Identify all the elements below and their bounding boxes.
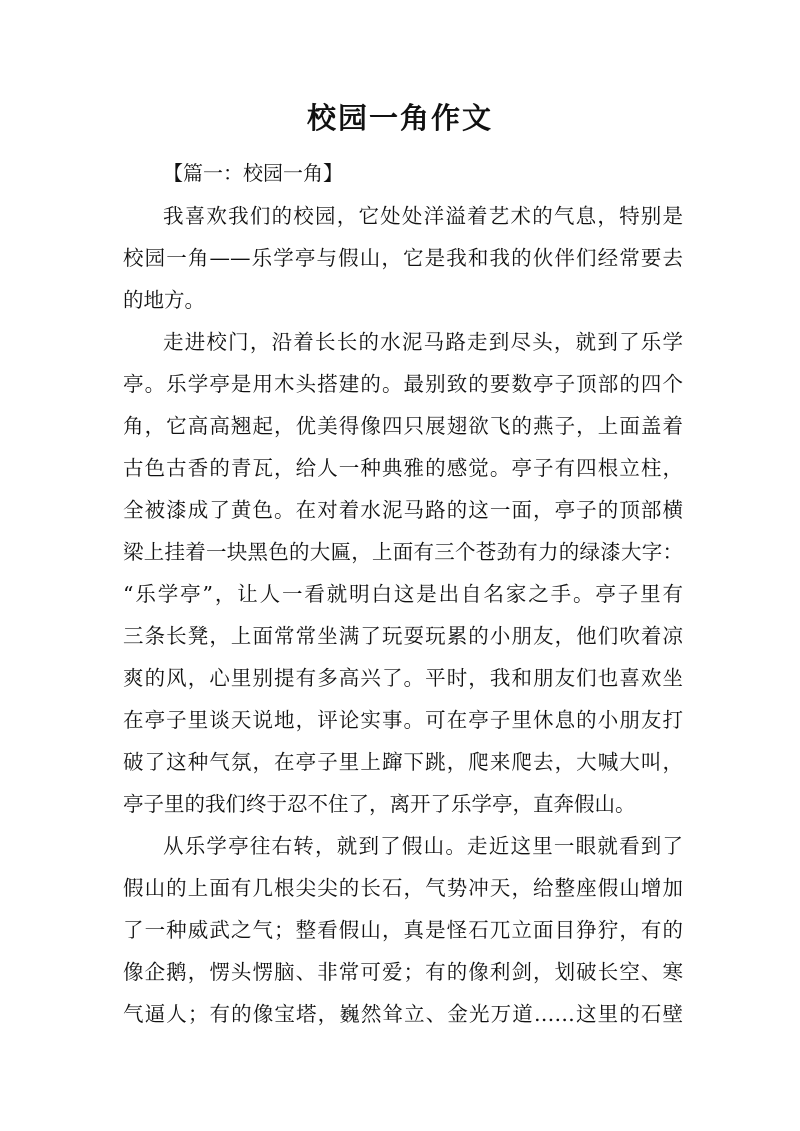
paragraph-line: 气逼人；有的像宝塔，巍然耸立、金光万道……这里的石壁 xyxy=(123,1002,683,1026)
paragraph-line: 破了这种气氛，在亭子里上蹿下跳，爬来爬去，大喊大叫， xyxy=(123,750,683,774)
paragraph-line: 走进校门，沿着长长的水泥马路走到尽头，就到了乐学 xyxy=(163,330,683,354)
paragraph-line: 爽的风，心里别提有多高兴了。平时，我和朋友们也喜欢坐 xyxy=(123,666,683,690)
paragraph-line: 在亭子里谈天说地，评论实事。可在亭子里休息的小朋友打 xyxy=(123,708,683,732)
paragraph-line: 的地方。 xyxy=(123,288,205,312)
paragraph-line: 了一种威武之气；整看假山，真是怪石兀立面目狰狞，有的 xyxy=(123,918,683,942)
paragraph-3 xyxy=(123,825,683,1035)
paragraph-line: 我喜欢我们的校园，它处处洋溢着艺术的气息，特别是 xyxy=(163,204,683,228)
paragraph-line: 三条长凳，上面常常坐满了玩耍玩累的小朋友，他们吹着凉 xyxy=(123,624,683,648)
section-heading: 【篇一：校园一角】 xyxy=(163,161,343,185)
paragraph-line: 角，它高高翘起，优美得像四只展翅欲飞的燕子，上面盖着 xyxy=(123,414,683,438)
paragraph-line: 从乐学亭往右转，就到了假山。走近这里一眼就看到了 xyxy=(163,834,683,858)
paragraph-line: 古色古香的青瓦，给人一种典雅的感觉。亭子有四根立柱， xyxy=(123,456,683,480)
paragraph-line: 亭。乐学亭是用木头搭建的。最别致的要数亭子顶部的四个 xyxy=(123,372,683,396)
paragraph-2 xyxy=(123,321,683,825)
paragraph-line: 像企鹅，愣头愣脑、非常可爱；有的像利剑，划破长空、寒 xyxy=(123,960,683,984)
paragraph-line: 假山的上面有几根尖尖的长石，气势冲天，给整座假山增加 xyxy=(123,876,683,900)
paragraph-line: 校园一角——乐学亭与假山，它是我和我的伙伴们经常要去 xyxy=(123,246,683,270)
paragraph-line: “乐学亭”，让人一看就明白这是出自名家之手。亭子里有 xyxy=(123,582,683,606)
paragraph-line: 全被漆成了黄色。在对着水泥马路的这一面，亭子的顶部横 xyxy=(123,498,683,522)
document-title: 校园一角作文 xyxy=(306,101,493,135)
paragraph-line: 梁上挂着一块黑色的大匾，上面有三个苍劲有力的绿漆大字： xyxy=(123,540,683,564)
paragraph-line: 亭子里的我们终于忍不住了，离开了乐学亭，直奔假山。 xyxy=(123,792,636,816)
paragraph-1 xyxy=(123,195,683,321)
